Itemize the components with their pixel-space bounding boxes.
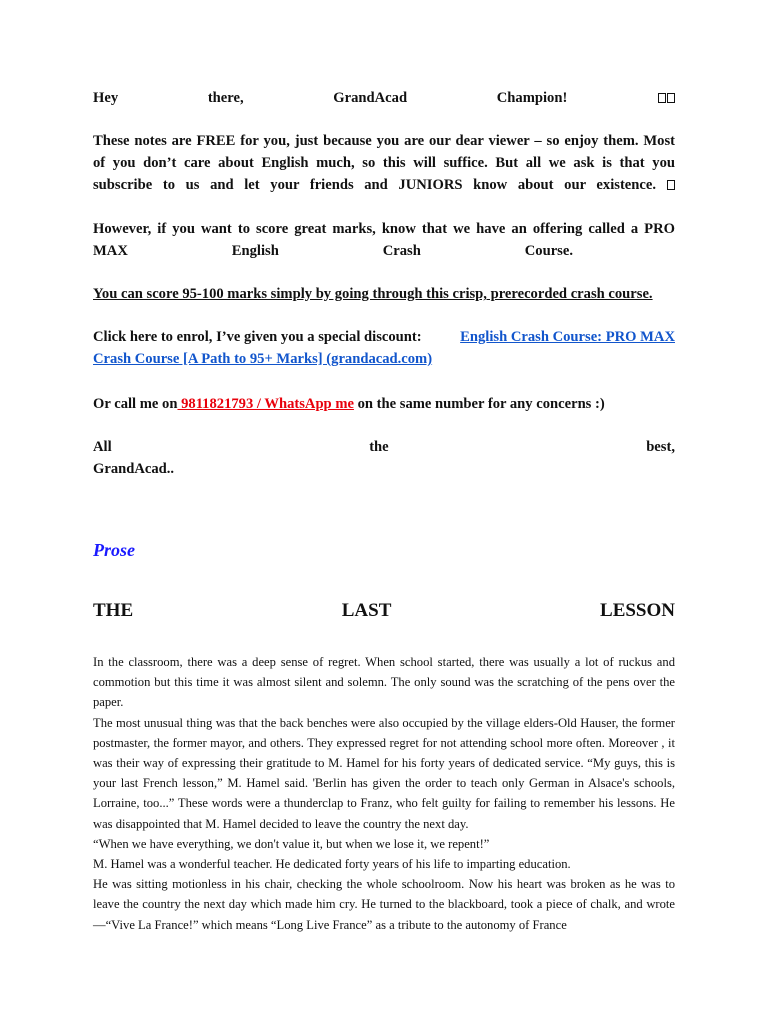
body-paragraph: In the classroom, there was a deep sense of regret. When school started, there was usually a lot of ruckus and commotion but this time it was almost silent and solemn. The only sound was the scratching of the pens over the paper. — [93, 655, 675, 710]
intro-line — [93, 152, 675, 174]
signoff-word: best, — [646, 439, 675, 455]
course-link-continued[interactable]: Crash Course [A Path to 95+ Marks] (grandacad.com) — [93, 351, 433, 367]
offer-line — [93, 240, 573, 262]
body-paragraph: “When we have everything, we don't value it, but when we lose it, we repent!” — [93, 836, 490, 851]
enrol-prefix: Click here to enrol, I’ve given you a special discount: — [93, 329, 422, 345]
intro-paragraph — [93, 130, 675, 196]
call-line — [93, 393, 675, 415]
offer-word: MAX — [93, 243, 128, 259]
body-paragraph: He was sitting motionless in his chair, checking the whole schoolroom. Now his heart was broken as he was to leave the country the next day which made him cry. He turned to the blackboard, took a piece of chalk, and wrote —“Vive La France!” which means “Long Live France” as a tribute to the autonomy of France — [93, 877, 675, 932]
call-prefix: Or call me on — [93, 396, 178, 412]
chapter-title-word: LESSON — [600, 600, 675, 621]
greeting-word: Champion! — [496, 90, 568, 106]
offer-word: Crash — [382, 243, 421, 259]
greeting-word: GrandAcad — [333, 90, 408, 106]
phone-whatsapp-link[interactable]: 9811821793 / WhatsApp me — [177, 396, 354, 412]
signoff-name: GrandAcad.. — [93, 461, 175, 477]
intro-line-text: These notes are FREE for you, just because you are our dear viewer – so enjoy them. Most — [93, 133, 675, 149]
signoff — [93, 436, 675, 480]
body-paragraph: M. Hamel was a wonderful teacher. He dedicated forty years of his life to imparting education. — [93, 857, 571, 872]
call-suffix: on the same number for any concerns :) — [353, 396, 605, 412]
enrol-line — [93, 326, 675, 348]
offer-paragraph — [93, 218, 675, 262]
signoff-line — [93, 436, 675, 458]
body-paragraph: The most unusual thing was that the back benches were also occupied by the village elders-Old Hauser, the former postmaster, the former mayor, and others. They expressed regret for not attending school more often. Moreover , it was their way of expressing their gratitude to M. Hamel for his forty years of dedicated service. “My guys, this is your last French lesson,” M. Hamel said. 'Berlin has given the order to teach only German in Alsace's schools, Lorraine, too...” These words were a thunderclap to Franz, who felt guilty for failing to remember his lessons. He was disappointed that M. Hamel decided to leave the country the next day. — [93, 715, 675, 831]
section-heading-prose: Prose — [93, 540, 135, 560]
offer-line — [93, 218, 675, 240]
emoji-placeholder-icon — [666, 174, 675, 196]
score-claim: You can score 95-100 marks simply by going through this crisp, prerecorded crash course. — [93, 286, 653, 302]
offer-word: English — [231, 243, 279, 259]
signoff-word: the — [369, 439, 389, 455]
chapter-title-word: LAST — [341, 600, 392, 621]
greeting-word: Hey — [93, 90, 119, 106]
intro-line — [93, 130, 675, 152]
chapter-title-word: THE — [93, 600, 134, 621]
chapter-title — [93, 600, 675, 622]
offer-word: Course. — [524, 243, 573, 259]
emoji-placeholder-icon — [657, 87, 675, 109]
course-link[interactable]: English Crash Course: PRO MAX — [460, 329, 675, 345]
chapter-body — [93, 652, 675, 935]
intro-line — [93, 174, 675, 196]
intro-line-text: subscribe to us and let your friends and JUNIORS know about our existence. — [93, 177, 656, 193]
greeting-line — [93, 87, 675, 109]
offer-line-text: However, if you want to score great marks, know that we have an offering called a PRO — [93, 221, 675, 237]
intro-line-text: of you don’t care about English much, so this will suffice. But all we ask is that you — [93, 155, 675, 171]
greeting-word: there, — [207, 90, 244, 106]
enrol-paragraph — [93, 326, 675, 370]
signoff-word: All — [93, 439, 112, 455]
